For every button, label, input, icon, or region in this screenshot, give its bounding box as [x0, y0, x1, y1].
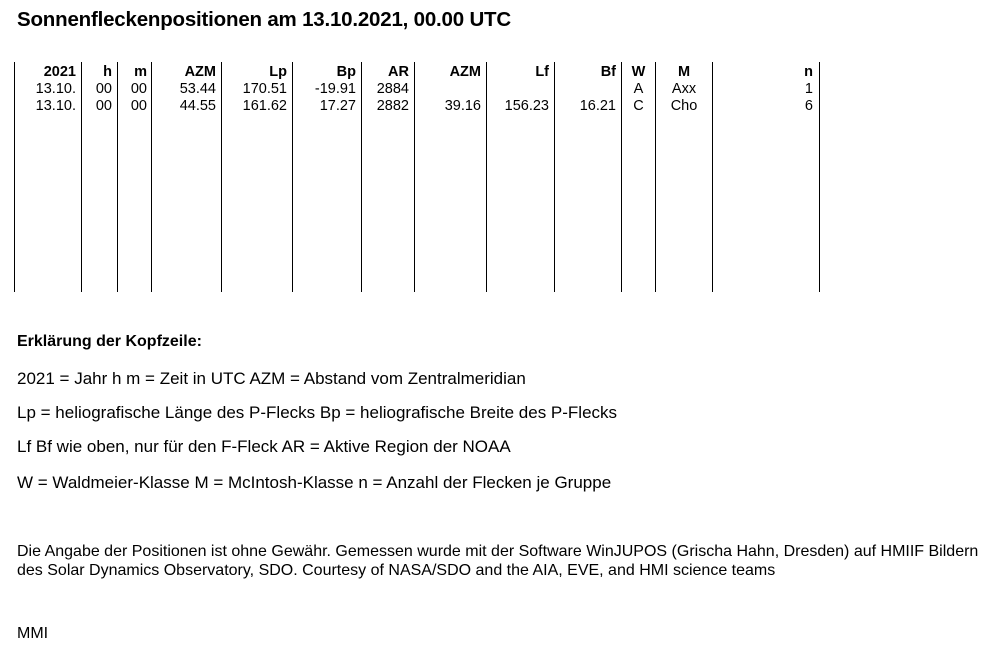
explanation-heading: Erklärung der Kopfzeile: [17, 333, 202, 350]
table-cell: 39.16 [444, 98, 481, 114]
table-line [292, 62, 293, 292]
explanation-line: Lf Bf wie oben, nur für den F-Fleck AR = Aktive Region der NOAA [17, 437, 511, 456]
explanation-line: W = Waldmeier-Klasse M = McIntosh-Klasse n = Anzahl der Flecken je Gruppe [17, 473, 612, 492]
table-line [14, 62, 15, 292]
table-cell: 16.21 [579, 98, 616, 114]
table-line [81, 62, 82, 292]
table-cell: 1 [804, 81, 813, 97]
page-title: Sonnenfleckenpositionen am 13.10.2021, 00.00 UTC [17, 8, 511, 31]
table-header-lf: Lf [535, 64, 549, 80]
table-cell: 156.23 [504, 98, 549, 114]
table-line [117, 62, 118, 292]
explanation-line: 2021 = Jahr h m = Zeit in UTC AZM = Abstand vom Zentralmeridian [17, 369, 526, 388]
table-cell: 00 [130, 98, 147, 114]
table-cell: 00 [95, 81, 112, 97]
table-cell: -19.91 [314, 81, 356, 97]
table-header-m-class: M [677, 64, 691, 80]
table-cell: 00 [130, 81, 147, 97]
table-cell: 170.51 [242, 81, 287, 97]
disclaimer-text: Die Angabe der Positionen ist ohne Gewähr. Gemessen wurde mit der Software WinJUPOS (Grischa Hahn, Dresden) auf HMIIF Bildern des Solar Dynamics Observatory, SDO. Courtesy of NASA/SDO and the AIA, EVE, and HMI science teams [17, 543, 979, 579]
table-cell: A [633, 81, 644, 97]
table-line [712, 62, 713, 292]
signature: MMI [17, 625, 49, 642]
table-cell: C [633, 98, 644, 114]
table-line [361, 62, 362, 292]
table-header-bp: Bp [336, 64, 356, 80]
table-line [414, 62, 415, 292]
table-header-bf: Bf [600, 64, 616, 80]
table-header-lp: Lp [269, 64, 287, 80]
table-line [819, 62, 820, 292]
table-cell: 00 [95, 98, 112, 114]
table-header-year: 2021 [43, 64, 76, 80]
table-cell: 17.27 [319, 98, 356, 114]
table-cell: 13.10. [35, 81, 76, 97]
table-header-w: W [631, 64, 646, 80]
table-cell: 6 [804, 98, 813, 114]
table-line [486, 62, 487, 292]
table-header-azm-p: AZM [184, 64, 216, 80]
table-cell: 2884 [376, 81, 409, 97]
table-line [554, 62, 555, 292]
table-header-n: n [804, 64, 813, 80]
table-line [221, 62, 222, 292]
table-cell: 53.44 [179, 81, 216, 97]
table-header-h: h [103, 64, 112, 80]
table-cell: Axx [671, 81, 697, 97]
table-cell: 13.10. [35, 98, 76, 114]
table-cell: 44.55 [179, 98, 216, 114]
table-cell: 161.62 [242, 98, 287, 114]
table-line [151, 62, 152, 292]
table-cell: Cho [670, 98, 698, 114]
table-header-m: m [134, 64, 147, 80]
explanation-line: Lp = heliografische Länge des P-Flecks Bp = heliografische Breite des P-Flecks [17, 403, 618, 422]
table-header-azm-f: AZM [449, 64, 481, 80]
table-header-ar: AR [388, 64, 409, 80]
table-cell: 2882 [376, 98, 409, 114]
sunspot-table [14, 62, 820, 292]
